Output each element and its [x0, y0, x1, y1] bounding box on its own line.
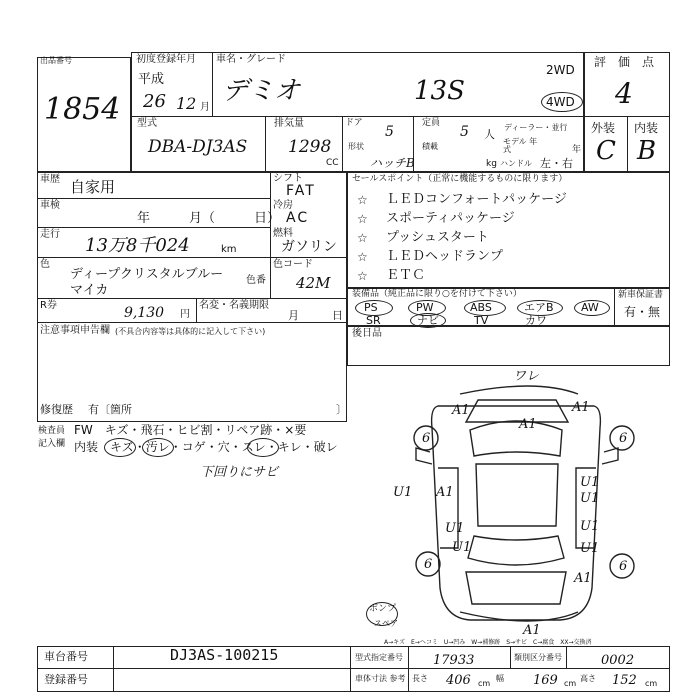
mark-12: A1: [574, 571, 592, 586]
chassis-label: 車台番号: [44, 650, 88, 663]
class-num-label: 類別区分番号: [514, 653, 562, 662]
after-install-label: 後日品: [352, 328, 382, 339]
mark-10: U1: [580, 519, 600, 534]
equip-pw: PW: [416, 301, 434, 314]
mark-11: U1: [580, 541, 600, 556]
wheel-mark-2: 6: [619, 431, 628, 446]
damage-legend: A→キズ E→ヘコミ U→凹み W→補修跡 S→サビ C→腐食 XX→交換済: [384, 639, 592, 646]
rating-score: 4: [615, 77, 633, 110]
spare-label: ボンプ: [369, 604, 397, 614]
doors: 5: [385, 124, 394, 140]
type-num-label: 型式指定番号: [355, 653, 403, 662]
notes-sub: (不具合内容等は具体的に記入して下さい): [115, 327, 266, 336]
mark-9: U1: [452, 540, 472, 555]
rating-label: 評 価 点: [594, 55, 655, 69]
mark-4: U1: [393, 485, 413, 500]
equipment-label: 装備品（純正品に限り○を付けて下さい）: [352, 289, 522, 299]
repair-close: 〕: [336, 403, 347, 416]
repair-label: 修復歴: [40, 403, 73, 416]
capacity: 5: [460, 124, 469, 140]
ac-value: AC: [286, 210, 310, 226]
mark-1: A1: [452, 403, 470, 418]
mark-13: A1: [523, 623, 541, 638]
wheel-mark-3: 6: [424, 557, 433, 572]
door-label: ドア: [345, 118, 363, 128]
capacity-label: 定員: [422, 118, 441, 128]
interior-grade: B: [637, 136, 657, 166]
color-code: 42M: [296, 274, 331, 292]
reg-month: 12: [176, 94, 197, 113]
first-reg-label: 初度登録年月: [136, 54, 196, 65]
shift-label: シフト: [273, 173, 303, 184]
month-unit: 月: [200, 102, 210, 113]
equip-sr: SR: [366, 314, 381, 327]
equip-leather: カワ: [525, 314, 547, 327]
after-install-box: [347, 326, 670, 366]
km-unit: km: [221, 244, 237, 255]
type-num: 17933: [433, 653, 475, 668]
inspector-label-1: 検査員: [38, 426, 66, 436]
wheel-mark-1: 6: [422, 431, 431, 446]
fuel-value: ガソリン: [281, 239, 337, 255]
mark-5: A1: [436, 485, 454, 500]
equip-navi: ナビ: [417, 314, 439, 327]
sales-label: セールスポイント（正常に機能するものに限ります）: [352, 174, 568, 184]
width-value: 169: [533, 673, 558, 688]
lot-number: 1854: [44, 92, 121, 127]
recycle-label: R券: [40, 300, 57, 311]
height-label: 高さ: [580, 674, 596, 683]
diagram-top-note: ワレ: [513, 369, 540, 384]
car-diagram: [400, 368, 670, 638]
mark-6: U1: [580, 475, 600, 490]
car-name: デミオ: [222, 76, 301, 106]
handle: 左・右: [540, 157, 573, 170]
history-value: 自家用: [70, 178, 116, 196]
mark-3: A1: [572, 400, 590, 415]
model-code: DBA-DJ3AS: [148, 137, 248, 157]
model-year-label: モデル 年式: [503, 137, 538, 154]
equip-abs: ABS: [470, 301, 492, 314]
ac-label: 冷房: [273, 200, 293, 211]
recycle-amount: 9,130: [124, 305, 165, 321]
mileage: 13万8千024: [85, 235, 190, 256]
dealer-label: ディーラー・並行: [504, 123, 568, 132]
person-unit: 人: [484, 128, 495, 141]
length-label: 長さ: [412, 674, 428, 683]
inspector-line1: FW キズ・飛石・ヒビ割・リペア跡・×要: [74, 423, 307, 437]
width-unit: cm: [564, 679, 577, 688]
equip-ps: PS: [364, 301, 378, 314]
inspector-label-2: 記入欄: [38, 439, 66, 449]
ref-label: 車体寸法 参考: [355, 674, 406, 683]
exterior-grade: C: [596, 136, 616, 166]
color-num-label: 色番: [246, 275, 266, 286]
chassis-number: DJ3AS-100215: [170, 646, 279, 664]
history-label: 車歴: [40, 174, 60, 185]
height-unit: cm: [645, 679, 658, 688]
reg-label: 登録番号: [44, 673, 88, 686]
handle-label: ハンドル: [500, 159, 532, 168]
sales-item-3: プッシュスタート: [386, 230, 489, 245]
width-label: 幅: [496, 674, 504, 683]
length-value: 406: [446, 673, 471, 688]
mark-8: U1: [445, 521, 465, 536]
spare-sub: スペア: [374, 619, 398, 628]
inspector-line2: 内装 キズ・汚レ・コゲ・穴・スレ・キレ・破レ: [74, 440, 338, 454]
warranty-label: 名変・名義期限: [199, 300, 269, 311]
sales-item-1: ＬＥＤコンフォートパッケージ: [386, 192, 567, 207]
sales-item-5: ＥＴＣ: [386, 268, 426, 283]
color-line1: ディープクリスタルブルー: [70, 267, 224, 282]
exterior-label: 外装: [591, 121, 616, 135]
height-value: 152: [612, 673, 637, 688]
drive-2wd: 2WD: [546, 63, 575, 77]
sales-item-2: スポーティパッケージ: [386, 211, 515, 226]
shift-value: FAT: [286, 183, 316, 199]
wheel-mark-4: 6: [619, 559, 628, 574]
class-num: 0002: [601, 653, 635, 668]
model-label: 型式: [137, 118, 157, 129]
warranty-book-label: 新車保証書: [618, 290, 664, 300]
notes-label: 注意事項申告欄: [40, 325, 110, 336]
grade: 13S: [414, 76, 465, 106]
equip-airbag: エアB: [524, 301, 554, 314]
displacement: 1298: [288, 137, 332, 157]
fuel-label: 燃料: [273, 228, 293, 239]
mark-7: U1: [580, 491, 600, 506]
color-label: 色: [40, 259, 50, 270]
era: 平成: [138, 72, 165, 87]
interior-label: 内装: [634, 121, 659, 135]
color-line2: マイカ: [70, 283, 109, 298]
drive-4wd: 4WD: [546, 95, 575, 109]
length-unit: cm: [478, 679, 491, 688]
inspector-handwritten: 下回りにサビ: [200, 465, 279, 480]
warranty-book-value: 有・無: [624, 305, 661, 319]
warranty-text: 月 日: [288, 309, 343, 322]
yen-unit: 円: [180, 309, 190, 320]
color-code-label: 色コード: [273, 259, 313, 270]
shape-label: 形状: [348, 142, 364, 151]
kg-unit: kg: [486, 159, 497, 169]
repair-text: 有〔箇所: [88, 403, 132, 416]
inspection-text: 年 月（ 日）: [137, 211, 281, 226]
car-name-label: 車名・グレード: [216, 54, 286, 65]
equip-aw: AW: [581, 301, 599, 314]
sales-item-4: ＬＥＤヘッドランプ: [386, 249, 504, 264]
load-label: 積載: [422, 142, 438, 151]
mark-2: A1: [519, 417, 537, 432]
body-shape: ハッチB: [370, 156, 415, 170]
displacement-label: 排気量: [274, 118, 304, 129]
reg-year: 26: [143, 91, 166, 112]
lot-label: 出品番号: [40, 56, 72, 65]
inspection-label: 車検: [40, 200, 60, 211]
year-unit: 年: [572, 145, 582, 155]
cc-unit: CC: [326, 158, 339, 168]
equip-tv: TV: [474, 314, 489, 327]
mileage-label: 走行: [40, 229, 60, 240]
